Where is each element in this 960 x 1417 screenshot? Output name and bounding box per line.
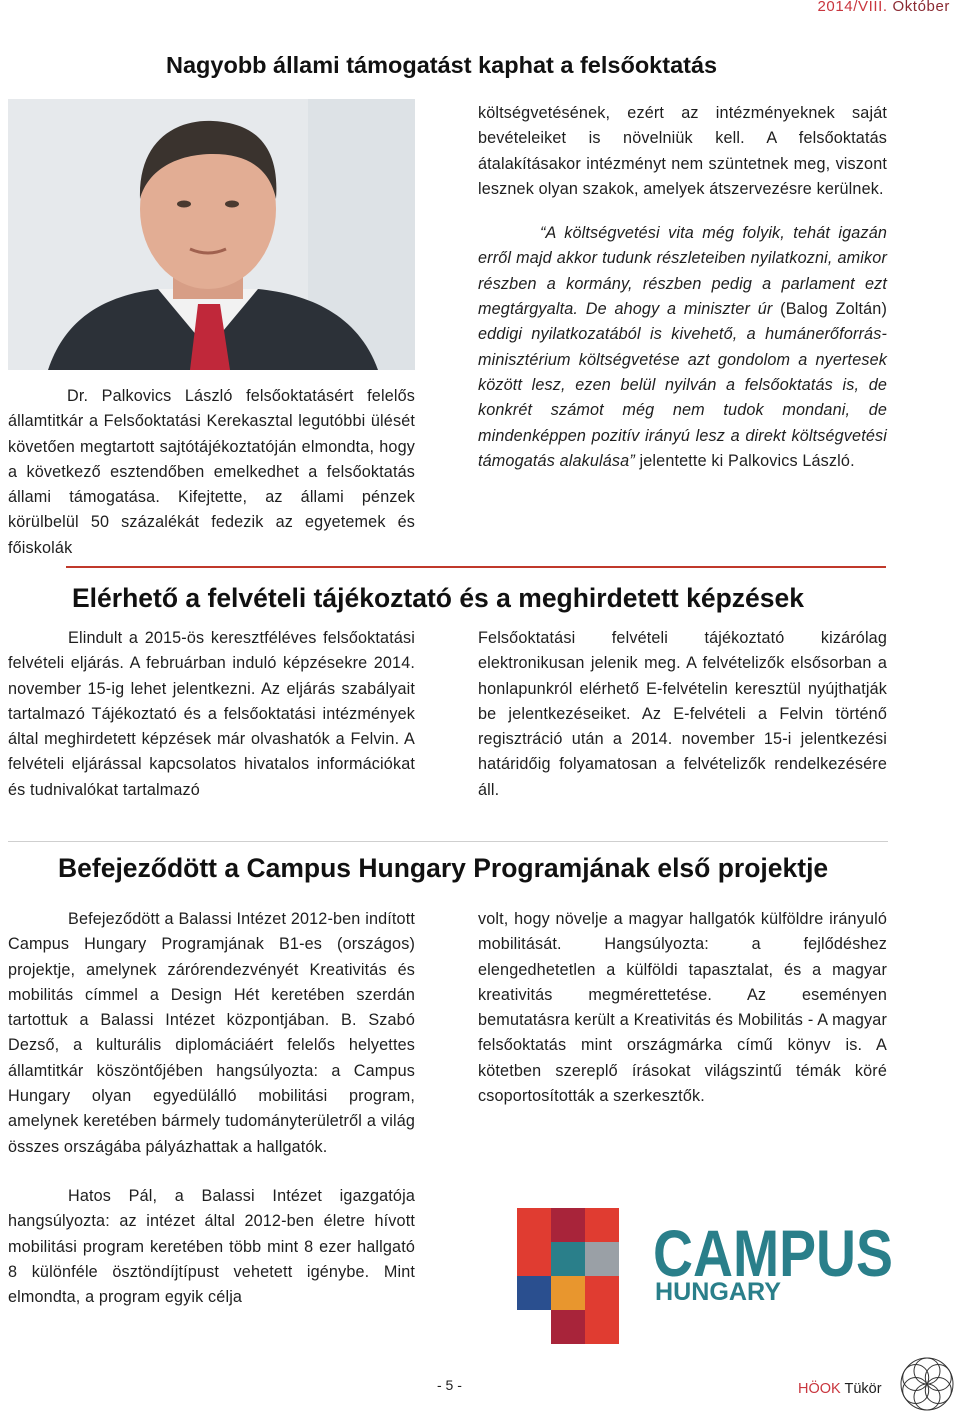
article2-left-column: [8, 626, 415, 803]
quote-attribution: jelentette ki Palkovics László.: [634, 451, 855, 470]
section-divider: [66, 566, 886, 568]
article-title-main: Nagyobb állami támogatást kaphat a felsőoktatás: [166, 52, 718, 78]
article1-right-column: [478, 101, 887, 474]
campus-hungary-logo: [517, 1168, 897, 1358]
page-number: - 5 -: [437, 1377, 462, 1393]
quote-text-part2: eddigi nyilatkozatából is kivehető, a humánerőforrás-minisztérium költségvetése azt gondolom a nyertesek között lesz, ezen belül nyilván a felsőoktatás is, de konkrét számot még nem tudok mondani, de mindenképpen pozitív irányú lesz a direkt költségvetési támogatás alakulása”: [478, 325, 887, 470]
article1-intro-paragraph: Dr. Palkovics László felsőoktatásért felelős államtitkár a Felsőoktatási Kerekasztal legutóbbi ülését követően megtartott sajtótájékoztatóján elmondta, hogy a következő esztendőben emelkedhet a felsőoktatás állami támogatása. Kifejtette, az állami pénzek körülbelül 50 százalékát fedezik az egyetemek és főiskolák: [8, 387, 415, 557]
article3-left-column: [8, 907, 415, 1310]
portrait-photo-icon: [8, 99, 415, 370]
article3-left-paragraph-1: Befejeződött a Balassi Intézet 2012-ben indított Campus Hungary Programjának B1-es (országos) projektje, amelynek zárórendezvényét Kreativitás és mobilitás címmel a Design Hét keretében szerdán tartottuk a Balassi Intézet központjában. B. Szabó Dezső, a kulturális diplomáciáért felelős helyettes államtitkár köszöntőjében hangsúlyozta: a Campus Hungary olyan egyedülálló mobilitási program, amelynek keretében bármely tudományterületről a világ összes országába pályázhattak a hallgatók.: [8, 910, 415, 1156]
article3-right-paragraph: volt, hogy növelje a magyar hallgatók külföldre irányuló mobilitását. Hangsúlyozta: a fejlődéshez elengedhetetlen a külföldi tapasztalat, és a magyar kreativitás megmérettetése. Az eseményen bemutatásra került a Kreativitás és Mobilitás - A magyar felsőoktatás mint országmárka című könyv is. A kötetben szereplő írásokat világszintű témák köré csoportosították a szerkesztők.: [478, 910, 887, 1106]
quote-text-part1: “A költségvetési vita még folyik, tehát igazán erről majd akkor tudunk részleteiben nyilatkozni, amikor részben a kormány, részben pedig a parlament ezt megtárgyalta. De ahogy a miniszter úr: [478, 224, 887, 319]
article1-quote-paragraph: [478, 221, 887, 474]
logo-word-campus: CAMPUS: [653, 1216, 893, 1290]
footer-brand-rest: Tükör: [840, 1381, 882, 1397]
article2-right-column: [478, 626, 887, 803]
article3-left-paragraph-2: Hatos Pál, a Balassi Intézet igazgatója hangsúlyozta: az intézet által 2012-ben életre hívott mobilitási program keretében több mint 8 ezer hallgató 8 különféle ösztöndíjtípust vehetett igénybe. Mint elmondta, a program egyik célja: [8, 1186, 415, 1307]
article2-title: Elérhető a felvételi tájékoztató és a meghirdetett képzések: [72, 583, 804, 613]
footer-brand: [798, 1381, 882, 1397]
portrait-photo: [8, 99, 415, 370]
article2-left-paragraph: Elindult a 2015-ös keresztféléves felsőoktatási felvételi eljárás. A februárban induló képzésekre 2014. november 15-ig lehet jelentkezni. Az eljárás szabályait tartalmazó Tájékoztató és a felsőoktatási intézmények által meghirdetett képzések már olvashatók a Felvin. A felvételi eljárással kapcsolatos hivatalos információkat és tudnivalókat tartalmazó: [8, 629, 415, 799]
section-divider-2: [8, 841, 888, 842]
article1-paragraph-continued: költségvetésének, ezért az intézményeknek saját bevételeiket is növelniük kell. A felsőoktatás átalakításakor intézményt nem szüntetnek meg, viszont lesznek olyan szakok, amelyek átszervezésre kerülnek.: [478, 104, 887, 198]
article1-left-column: [8, 384, 415, 561]
article3-right-column: [478, 907, 887, 1109]
logo-word-hungary: HUNGARY: [655, 1278, 782, 1306]
issue-label: [817, 0, 950, 15]
article2-right-paragraph: Felsőoktatási felvételi tájékoztató kizárólag elektronikusan jelenik meg. A felvételizők elsősorban a honlapunkról elérhető E-felvételin keresztül nyújthatják be jelentkezéseiket. Az E-felvételi a Felvin történő regisztráció után a 2014. november 15-i jelentkezési határidőig folyamatosan a felvételizők rendelkezésére áll.: [478, 629, 887, 799]
rosette-emblem-icon: [896, 1356, 958, 1412]
article3-title: Befejeződött a Campus Hungary Programjának első projektje: [58, 853, 829, 883]
issue-number: 2014/VIII.: [817, 0, 888, 15]
issue-month: Október: [892, 0, 950, 15]
quote-text-aside: (Balog Zoltán): [772, 300, 888, 319]
logo-mosaic-icon: [517, 1208, 619, 1344]
footer-brand-red: HÖOK: [798, 1381, 841, 1397]
